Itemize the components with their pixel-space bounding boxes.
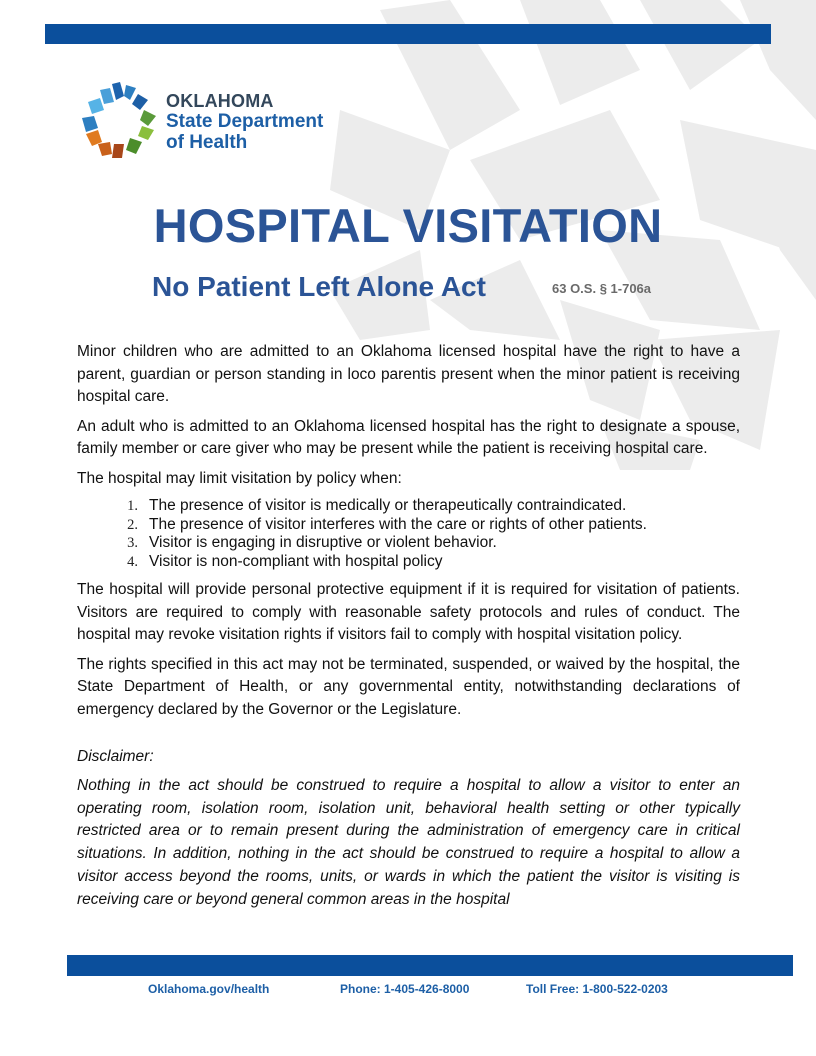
list-item-number: 2. <box>127 516 138 533</box>
paragraph-minor-children: Minor children who are admitted to an Oklahoma licensed hospital have the right to have a parent, guardian or person standing in loco parentis present when the minor patient is receiving hospital care. <box>77 343 740 405</box>
list-item-text: Visitor is non-compliant with hospital policy <box>149 552 443 570</box>
paragraph-ppe-policy: The hospital will provide personal protective equipment if it is required for visitation of patients. Visitors are required to comply with reasonable safety protocols and rules of conduct. The hospital may revoke visitation rights if visitors fail to comply with hospital visitation policy. <box>77 581 740 643</box>
logo-state-name: OKLAHOMA <box>166 91 274 111</box>
page-title: HOSPITAL VISITATION <box>153 199 663 252</box>
list-item <box>77 534 740 553</box>
top-header-bar <box>45 24 771 44</box>
paragraph-limit-intro: The hospital may limit visitation by policy when: <box>77 469 402 487</box>
list-item <box>77 516 740 535</box>
list-item-number: 1. <box>127 498 138 514</box>
disclaimer-section <box>77 746 740 918</box>
statute-citation: 63 O.S. § 1-706a <box>552 281 652 296</box>
list-item-text: Visitor is engaging in disruptive or violent behavior. <box>149 534 497 551</box>
list-item <box>77 497 740 516</box>
main-content <box>77 341 740 728</box>
footer-phone: Phone: 1-405-426-8000 <box>340 982 470 996</box>
disclaimer-text: Nothing in the act should be construed to require a hospital to allow a visitor to enter an operating room, isolation room, isolation unit, behavioral health setting or other typically restricted area or to remain present during the administration of emergency care in critical situations. In addition, nothing in the act should be construed to require a hospital to allow a visitor access beyond the rooms, units, or wards in which the patient the visitor is visiting is receiving care or beyond general common areas in the hospital <box>77 776 740 908</box>
footer-website-link[interactable]: Oklahoma.gov/health <box>148 982 270 996</box>
footer-bar <box>67 955 793 976</box>
logo-department-line: State Department <box>166 111 324 132</box>
list-item-number: 3. <box>127 535 138 551</box>
footer-toll-free: Toll Free: 1-800-522-0203 <box>526 982 668 996</box>
page-subtitle: No Patient Left Alone Act <box>152 271 486 302</box>
disclaimer-heading: Disclaimer: <box>77 748 154 765</box>
oklahoma-star-logo-icon <box>82 82 158 158</box>
limit-conditions-list <box>77 497 740 571</box>
paragraph-adult-patients: An adult who is admitted to an Oklahoma licensed hospital has the right to designate a spouse, family member or care giver who may be present while the patient is receiving hospital care. <box>77 417 740 457</box>
list-item <box>77 553 740 572</box>
logo-wordmark <box>166 92 323 152</box>
paragraph-rights-protection: The rights specified in this act may not be terminated, suspended, or waived by the hospital, the State Department of Health, or any governmental entity, notwithstanding declarations of emergency declared by the Governor or the Legislature. <box>77 655 740 718</box>
list-item-text: The presence of visitor is medically or therapeutically contraindicated. <box>149 497 627 514</box>
oklahoma-health-logo <box>82 82 372 158</box>
list-item-number: 4. <box>127 553 138 570</box>
logo-health-line: of Health <box>166 132 248 153</box>
list-item-text: The presence of visitor interferes with the care or rights of other patients. <box>149 515 647 533</box>
